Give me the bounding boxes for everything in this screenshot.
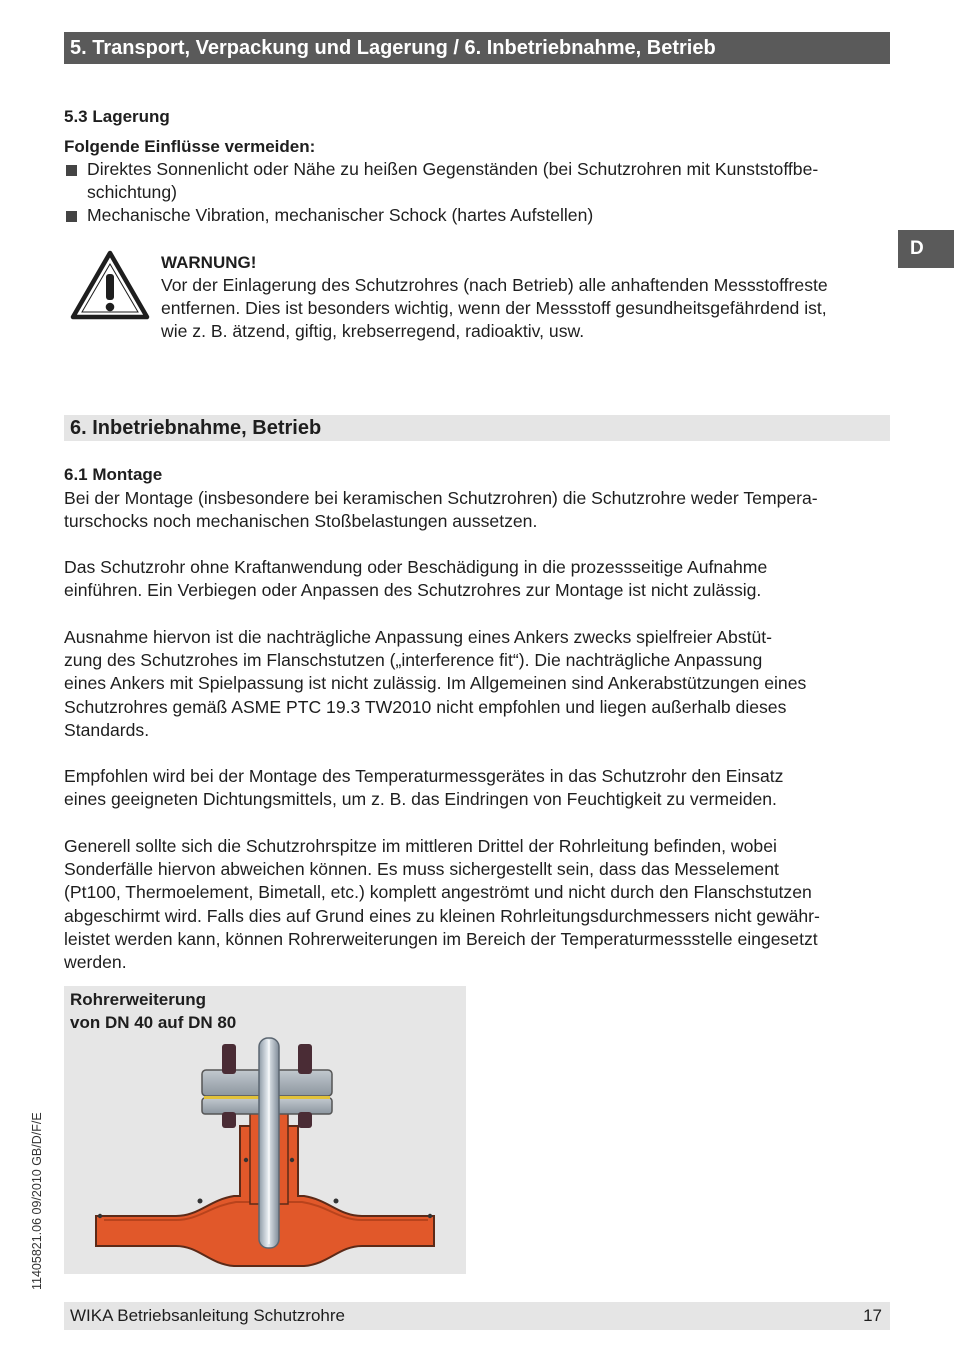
paragraph: Das Schutzrohr ohne Kraftanwendung oder Beschädigung in die prozessseitige Aufnahme einführen. Ein Verbiegen oder Anpassen des Schutzrohres zur Montage ist nicht zulässig. xyxy=(64,557,768,601)
page-number: 17 xyxy=(863,1306,882,1325)
avoid-influences-heading: Folgende Einflüsse vermeiden: xyxy=(64,137,316,156)
bullet-square-icon xyxy=(66,165,77,176)
section-5-3-heading: 5.3 Lagerung xyxy=(64,107,170,126)
figure-caption: Rohrerweiterung von DN 40 auf DN 80 xyxy=(70,990,237,1032)
paragraph: Generell sollte sich die Schutzrohrspitze im mittleren Drittel der Rohrleitung befinden, wobei Sonderfälle hiervon abweichen können. Es muss sichergestellt sein, dass das Messelement (Pt100, Thermoelement, Bimetall, etc.) komplett angeströmt und nicht durch den Flanschstutzen abgeschirmt wird. Falls dies auf Grund eines zu kleinen Rohrleitungsdurchmessers nicht gewähr- leistet werden kann, können Rohrerweiterungen im Bereich der Temperaturmessstelle eingesetzt werden. xyxy=(64,836,820,973)
warning-title: WARNUNG! xyxy=(161,253,257,272)
page-header-title: 5. Transport, Verpackung und Lagerung / 6. Inbetriebnahme, Betrieb xyxy=(64,32,890,64)
paragraph: Ausnahme hiervon ist die nachträgliche Anpassung eines Ankers zwecks spielfreier Abstüt- zung des Schutzrohes im Flanschstutzen („interference fit“). Die nachträgliche Anpassung eines Ankers mit Spielpassung ist nicht zulässig. Im Allgemeinen sind Ankerabstützungen eines Schutzrohres gemäß ASME PTC 19.3 TW2010 nicht empfohlen und liegen außerhalb dieses Standards. xyxy=(64,627,807,740)
warning-triangle-icon xyxy=(70,250,150,320)
language-tab: D xyxy=(898,230,954,268)
document-code: 11405821.06 09/2010 GB/D/F/E xyxy=(30,1112,44,1290)
paragraph: Bei der Montage (insbesondere bei keramischen Schutzrohren) die Schutzrohre weder Tempera- turschocks noch mechanischen Stoßbelastungen aussetzen. xyxy=(64,488,818,532)
footer-title: WIKA Betriebsanleitung Schutzrohre xyxy=(70,1306,345,1325)
avoid-list xyxy=(64,158,894,228)
page-footer xyxy=(64,1302,890,1330)
warning-text: Vor der Einlagerung des Schutzrohres (nach Betrieb) alle anhaftenden Messstoffreste entfernen. Dies ist besonders wichtig, wenn der Messstoff gesundheitsgefährdend ist, wie z. B. ätzend, giftig, krebserregend, radioaktiv, usw. xyxy=(161,275,828,342)
section-6-1-heading: 6.1 Montage xyxy=(64,465,163,484)
list-item: Mechanische Vibration, mechanischer Schock (hartes Aufstellen) xyxy=(64,204,894,227)
list-item: Direktes Sonnenlicht oder Nähe zu heißen Gegenständen (bei Schutzrohren mit Kunststoffbe- schichtung) xyxy=(64,158,894,204)
pipe-expansion-illustration xyxy=(64,1030,466,1270)
bullet-square-icon xyxy=(66,211,77,222)
paragraph: Empfohlen wird bei der Montage des Temperaturmessgerätes in das Schutzrohr den Einsatz eines geeigneten Dichtungsmittels, um z. B. das Eindringen von Feuchtigkeit zu vermeiden. xyxy=(64,766,784,810)
section-6-title: 6. Inbetriebnahme, Betrieb xyxy=(64,415,890,441)
